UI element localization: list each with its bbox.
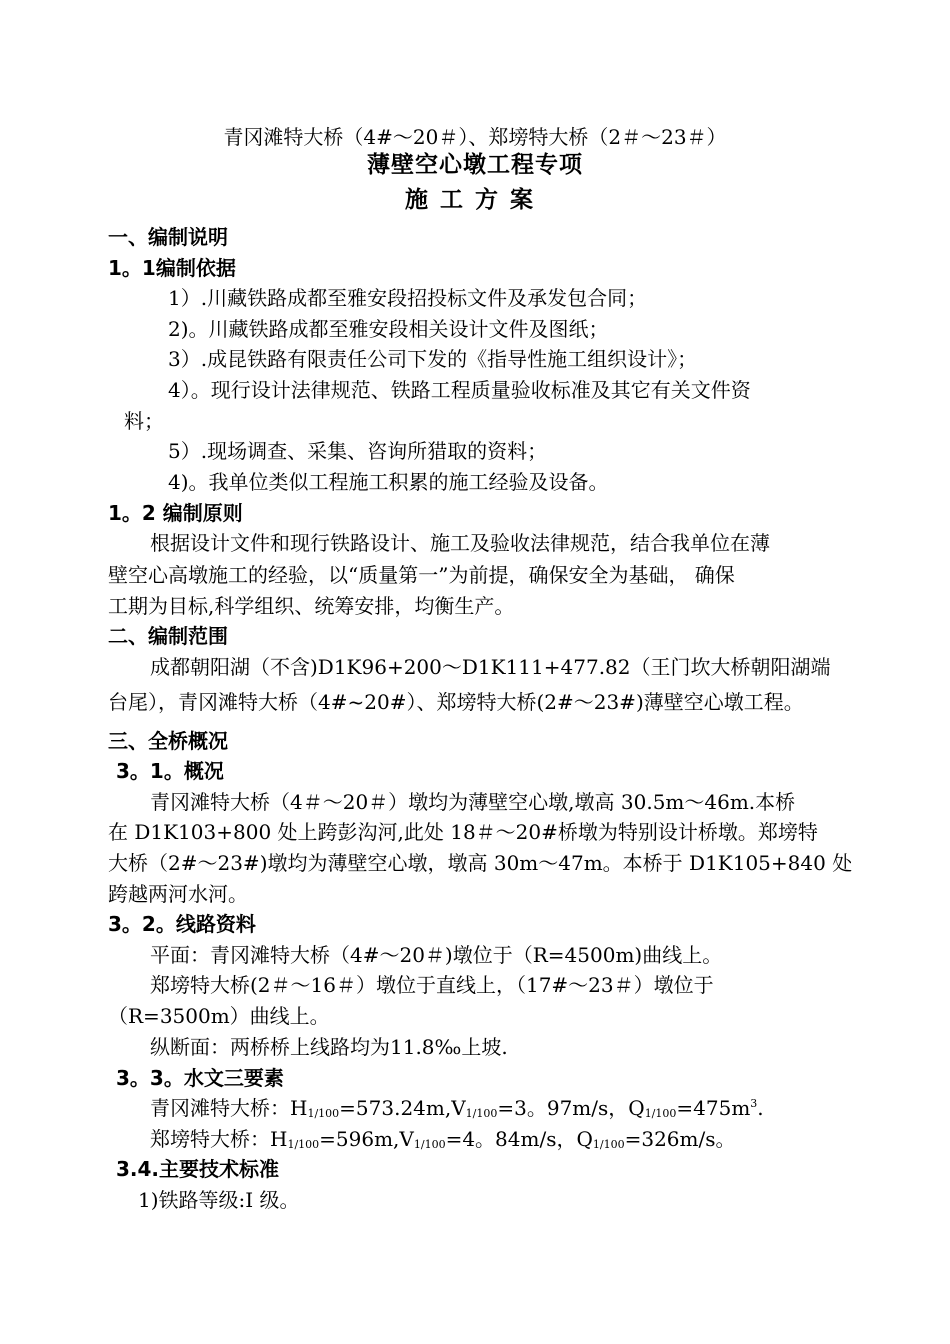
route-line-1: 平面：青冈滩特大桥（4#～20＃)墩位于（R=4500m)曲线上。 — [150, 943, 723, 967]
hydrology-line-2 — [150, 1129, 736, 1149]
route-line-3: （R=3500m）曲线上。 — [108, 1004, 330, 1028]
title-line-3: 施工方案 — [405, 187, 545, 213]
section-3-1-heading: 3。1。概况 — [116, 759, 224, 783]
principle-line-1: 根据设计文件和现行铁路设计、施工及验收法律规范，结合我单位在薄 — [150, 531, 770, 555]
h-symbol: H — [270, 1127, 288, 1151]
basis-item-6: 4)。我单位类似工程施工积累的施工经验及设备。 — [168, 470, 609, 494]
basis-item-2: 2)。川藏铁路成都至雅安段相关设计文件及图纸； — [168, 317, 609, 341]
overview-line-3: 大桥（2#～23#)墩均为薄壁空心墩，墩高 30m～47m。本桥于 D1K105+840 处 — [108, 851, 853, 875]
standard-line-1: 1)铁路等级:Ⅰ 级。 — [138, 1188, 300, 1212]
v-symbol: V — [451, 1096, 466, 1120]
section-3-2-heading: 3。2。线路资料 — [108, 912, 256, 936]
route-line-2: 郑塝特大桥(2＃～16＃）墩位于直线上，（17#～23＃）墩位于 — [150, 973, 714, 997]
q-value: =475m — [676, 1096, 751, 1120]
section-3-3-heading: 3。3。水文三要素 — [116, 1066, 284, 1090]
q-subscript: 1/100 — [644, 1107, 677, 1120]
overview-line-4: 跨越两河水河。 — [108, 882, 248, 906]
h-subscript: 1/100 — [287, 1138, 320, 1151]
principle-line-3: 工期为目标,科学组织、统筹安排，均衡生产。 — [108, 594, 515, 618]
q-end: . — [757, 1096, 764, 1120]
scope-line-1: 成都朝阳湖（不含)D1K96+200～D1K111+477.82（王门坎大桥朝阳湖端 — [150, 655, 831, 679]
basis-item-4: 4）。现行设计法律规范、铁路工程质量验收标准及其它有关文件资 — [168, 378, 751, 402]
v-subscript: 1/100 — [465, 1107, 498, 1120]
h-subscript: 1/100 — [307, 1107, 340, 1120]
q-value: =326m/s。 — [624, 1127, 736, 1151]
v-subscript: 1/100 — [413, 1138, 446, 1151]
overview-line-1: 青冈滩特大桥（4＃～20＃）墩均为薄壁空心墩,墩高 30.5m～46m.本桥 — [150, 790, 796, 814]
section-1-heading: 一、编制说明 — [108, 225, 228, 249]
v-value: =4。84m/s， — [445, 1127, 577, 1151]
h-value: =596m, — [319, 1127, 400, 1151]
q-subscript: 1/100 — [592, 1138, 625, 1151]
section-2-heading: 二、编制范围 — [108, 624, 228, 648]
q-symbol: Q — [576, 1127, 593, 1151]
h-value: =573.24m, — [339, 1096, 452, 1120]
principle-line-2: 壁空心高墩施工的经验，以“质量第一”为前提，确保安全为基础， 确保 — [108, 563, 735, 587]
basis-item-5: 5）.现场调查、采集、咨询所猎取的资料； — [168, 439, 548, 463]
hydrology-1-label: 青冈滩特大桥： — [150, 1096, 290, 1120]
basis-item-3: 3）.成昆铁路有限责任公司下发的《指导性施工组织设计》； — [168, 347, 698, 371]
basis-item-1: 1）.川藏铁路成都至雅安段招投标文件及承发包合同； — [168, 286, 648, 310]
q-symbol: Q — [628, 1096, 645, 1120]
section-1-2-heading: 1。2 编制原则 — [108, 501, 243, 525]
overview-line-2: 在 D1K103+800 处上跨彭沟河,此处 18＃～20#桥墩为特别设计桥墩。郑塝特 — [108, 820, 818, 844]
section-1-1-heading: 1。1编制依据 — [108, 256, 236, 280]
h-symbol: H — [290, 1096, 308, 1120]
hydrology-line-1 — [150, 1098, 764, 1118]
v-symbol: V — [399, 1127, 414, 1151]
scope-line-2: 台尾），青冈滩特大桥（4#~20#）、郑塝特大桥(2#～23#)薄壁空心墩工程。 — [108, 690, 804, 714]
title-line-2: 薄壁空心墩工程专项 — [367, 152, 583, 178]
route-line-4: 纵断面：两桥桥上线路均为11.8‰上坡. — [150, 1035, 508, 1059]
section-3-4-heading: 3.4.主要技术标准 — [116, 1157, 280, 1181]
q-superscript: 3 — [750, 1097, 758, 1110]
basis-item-4-cont: 料； — [124, 409, 164, 433]
section-3-heading: 三、全桥概况 — [108, 729, 228, 753]
title-line-1: 青冈滩特大桥（4#～20＃）、郑塝特大桥（2＃～23＃） — [223, 125, 727, 149]
v-value: =3。97m/s， — [497, 1096, 629, 1120]
hydrology-2-label: 郑塝特大桥： — [150, 1127, 270, 1151]
